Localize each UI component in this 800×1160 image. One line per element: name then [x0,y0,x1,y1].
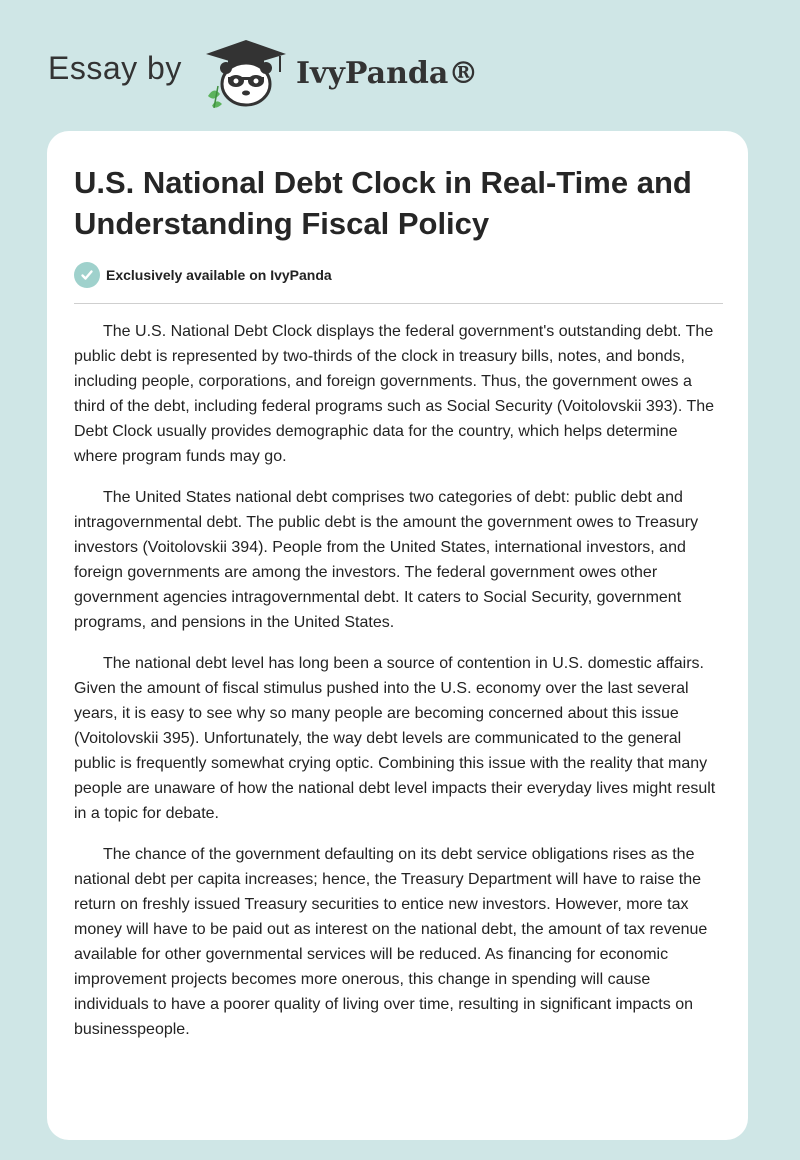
brand-logo-text[interactable]: IvyPanda® [296,56,479,91]
divider [74,303,723,304]
paragraph-4: The chance of the government defaulting on its debt service obligations rises as the national debt per capita increases; hence, the Treasury Department will have to raise the return on freshly issued Treasury securities to entice new investors. However, more tax money will have to be paid out as interest on the national debt, the amount of tax revenue available for other governmental services will be reduced. As financing for economic improvement projects becomes more onerous, this change in spending will cause individuals to have a poorer quality of living over time, resulting in significant impacts on businesspeople. [74,846,708,1038]
check-icon [74,262,100,288]
panda-graduate-icon[interactable] [200,38,292,108]
essay-body [74,319,724,1058]
page-title: U.S. National Debt Clock in Real-Time and Understanding Fiscal Policy [74,165,692,241]
paragraph-2: The United States national debt comprises two categories of debt: public debt and intragovernmental debt. The public debt is the amount the government owes to Treasury investors (Voitolovskii 394). People from the United States, international investors, and foreign governments are among the investors. The federal government owes other government agencies intragovernmental debt. It caters to Social Security, government programs, and pensions in the United States. [74,489,699,631]
exclusive-badge [74,262,332,288]
essay-card [47,131,748,1140]
paragraph-3: The national debt level has long been a source of contention in U.S. domestic affairs. Given the amount of fiscal stimulus pushed into the U.S. economy over the last several years, it is easy to see why so many people are becoming concerned about this issue (Voitolovskii 395). Unfortunately, the way debt levels are communicated to the general public is frequently somewhat crying optic. Combining this issue with the reality that many people are unaware of how the national debt level impacts their everyday lives might result in a topic for debate. [74,655,716,822]
exclusive-badge-text: Exclusively available on IvyPanda [106,267,332,283]
paragraph-1: The U.S. National Debt Clock displays the federal government's outstanding debt. The public debt is represented by two-thirds of the clock in treasury bills, notes, and bonds, including people, corporations, and foreign governments. Thus, the government owes a third of the debt, including federal programs such as Social Security (Voitolovskii 393). The Debt Clock usually provides demographic data for the country, which helps determine where program funds may go. [74,323,715,465]
site-header [0,0,800,125]
essay-by-label: Essay by [48,50,182,86]
